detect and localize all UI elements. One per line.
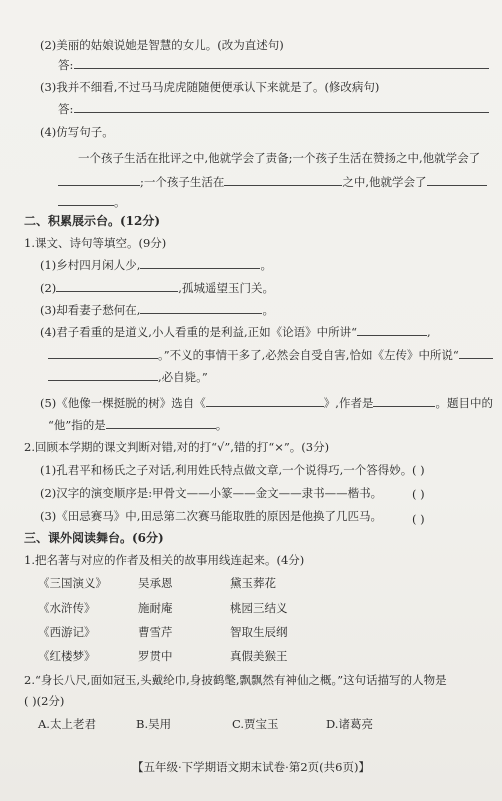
page-footer: 【五年级·下学期语文期末试卷·第2页(共6页)】 [132,760,370,774]
answer-line-2[interactable] [58,58,73,72]
section-2-question-1: 1.课文、诗句等填空。(9分) [24,236,167,250]
text: 。 [262,303,274,317]
blank[interactable] [459,348,493,359]
blank[interactable] [56,281,178,292]
author-4[interactable]: 罗贯中 [138,649,173,663]
bleed-through-text [300,22,480,112]
text: ,孤城遥望玉门关。 [178,281,274,295]
author-1[interactable]: 吴承恩 [138,576,173,590]
book-3[interactable]: 《西游记》 [38,625,96,639]
book-2[interactable]: 《水浒传》 [38,601,96,615]
answer-parenthesis-1[interactable]: ( ) [412,463,425,477]
option-c[interactable]: C.贾宝玉 [232,717,279,731]
section-3-question-2: 2.“身长八尺,面如冠玉,头戴纶巾,身披鹤氅,飘飘然有神仙之概。”这句话描写的人物是 [24,673,447,687]
book-4[interactable]: 《红楼梦》 [38,649,96,663]
question-2-prompt: (2)美丽的姑娘说她是智慧的女儿。(改为直述句) [40,38,284,52]
imitation-end-line [58,195,126,209]
imitation-sentence: 一个孩子生活在批评之中,他就学会了责备;一个孩子生活在赞扬之中,他就学会了 [78,151,481,165]
text: “他”指的是 [48,418,106,432]
text: ;一个孩子生活在 [140,175,225,189]
text: 。 [260,258,272,272]
story-3[interactable]: 智取生辰纲 [230,625,288,639]
blank[interactable] [58,175,140,186]
section-3-question-1: 1.把名著与对应的作者及相关的故事用线连起来。(4分) [24,553,305,567]
section-3-heading: 三、课外阅读舞台。(6分) [24,531,164,545]
question-4-prompt: (4)仿写句子。 [40,125,114,139]
text: (3)却看妻子愁何在, [40,303,141,317]
answer-rule [74,112,489,113]
book-1[interactable]: 《三国演义》 [38,576,107,590]
judgement-1: (1)孔君平和杨氏之子对话,利用姓氏特点做文章,一个说得巧,一个答得妙。 [40,463,413,477]
text: (5)《他像一棵挺脱的树》选自《 [40,396,206,410]
option-d[interactable]: D.诸葛亮 [326,717,373,731]
author-2[interactable]: 施耐庵 [138,601,173,615]
blank[interactable] [224,175,342,186]
answer-label: 答: [58,58,74,72]
text: 。 [215,418,228,432]
text: (2) [40,281,57,295]
blank[interactable] [48,370,158,381]
question-3-prompt: (3)我并不细看,不过马马虎虎随随便便承认下来就是了。(修改病句) [40,80,380,94]
judgement-2: (2)汉字的演变顺序是:甲骨文——小篆——金文——隶书——楷书。 [40,486,383,500]
blank[interactable] [48,348,158,359]
blank[interactable] [206,396,324,407]
text: ,必自毙。” [158,370,208,384]
text: 。 [114,195,126,209]
blank[interactable] [357,325,427,336]
fill-item-4-end [48,370,208,384]
answer-label: 答: [58,102,74,116]
text: 。题目中的 [435,396,493,410]
story-4[interactable]: 真假美猴王 [230,649,288,663]
answer-line-3[interactable] [58,102,73,116]
fill-item-4 [40,325,431,339]
text: 》,作者是 [323,396,374,410]
blank[interactable] [140,303,262,314]
text: 之中,他就学会了 [342,175,427,189]
text: (1)乡村四月闲人少, [40,258,141,272]
text: (4)君子看重的是道义,小人看重的是利益,正如《论语》中所讲“ [40,325,357,339]
imitation-blanks-line [58,175,487,189]
option-a[interactable]: A.太上老君 [38,717,96,731]
section-2-question-2: 2.回顾本学期的课文判断对错,对的打“√”,错的打“×”。(3分) [24,440,330,454]
blank[interactable] [106,418,216,429]
answer-rule [74,68,489,69]
text: 。”不义的事情干多了,必然会自受自害,恰如《左传》中所说“ [158,348,459,362]
judgement-3: (3)《田忌赛马》中,田忌第二次赛马能取胜的原因是他换了几匹马。 [40,509,382,523]
answer-parenthesis-2[interactable]: ( ) [412,487,425,501]
option-b[interactable]: B.吴用 [136,717,172,731]
fill-item-4-continued [48,348,493,362]
answer-parenthesis-3[interactable]: ( ) [412,512,425,526]
author-3[interactable]: 曹雪芹 [138,625,173,639]
story-2[interactable]: 桃园三结义 [230,601,288,615]
blank[interactable] [140,258,260,269]
fill-item-2 [40,281,274,295]
question-2-answer-paren[interactable]: ( )(2分) [24,694,65,708]
story-1[interactable]: 黛玉葬花 [230,576,276,590]
blank[interactable] [58,195,114,206]
blank[interactable] [373,396,435,407]
fill-item-5-continued [48,418,227,432]
text: , [426,325,431,339]
fill-item-5 [40,396,493,410]
section-2-heading: 二、积累展示台。(12分) [24,214,161,228]
fill-item-1 [40,258,272,272]
blank[interactable] [427,175,487,186]
fill-item-3 [40,303,274,317]
